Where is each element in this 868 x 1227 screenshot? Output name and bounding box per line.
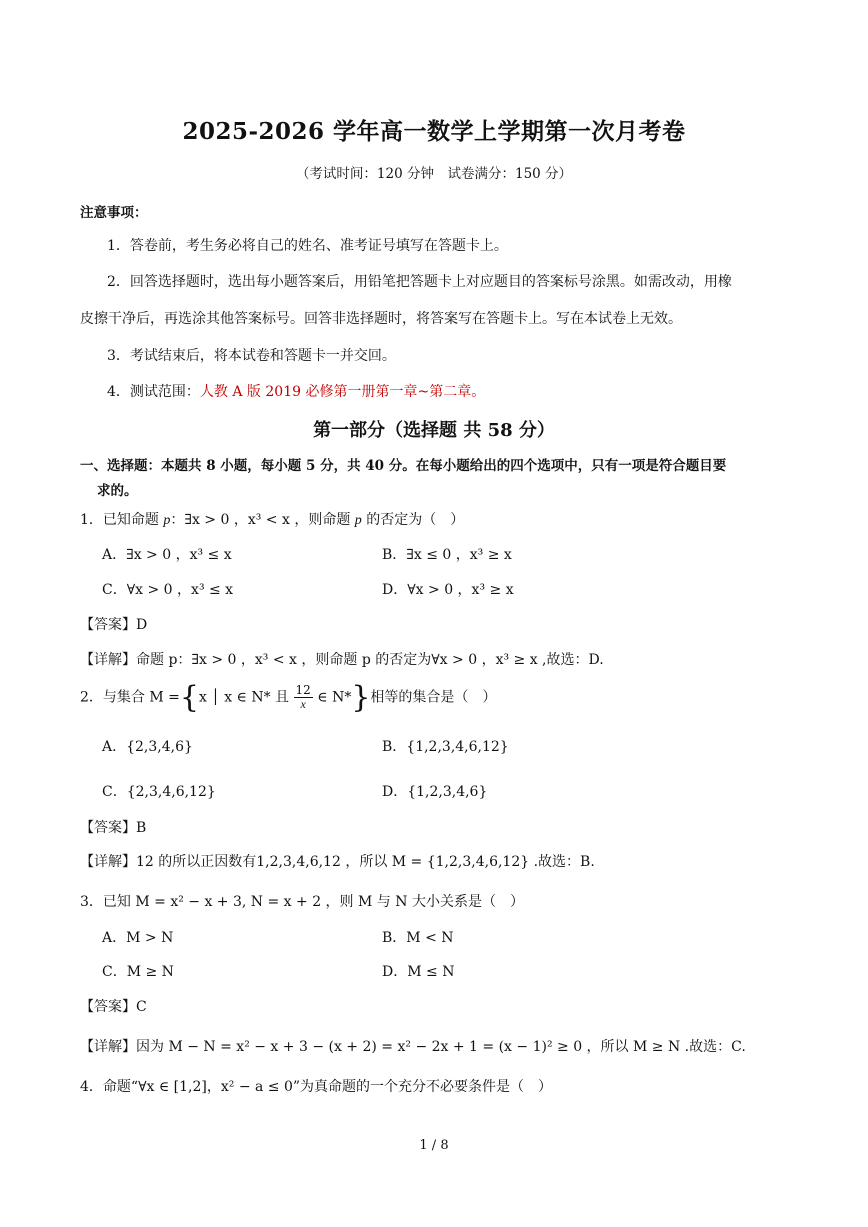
notice-item-4-label: 4．测试范围： bbox=[107, 384, 200, 400]
q3-answer: 【答案】C bbox=[80, 999, 147, 1015]
q2-option-c[interactable]: C．{2,3,4,6,12} bbox=[102, 784, 216, 800]
section-instructions: 一、选择题：本题共 8 小题，每小题 5 分，共 40 分。在每小题给出的四个选项中，只有一项是符合题目要 bbox=[80, 458, 727, 474]
q3-explanation: 【详解】因为 M − N = x² − x + 3 − (x + 2) = x² − 2x + 1 = (x − 1)² ≥ 0 ，所以 M ≥ N .故选：C. bbox=[80, 1039, 746, 1055]
fraction-numerator: 12 bbox=[295, 683, 311, 697]
set-brace-left: { bbox=[179, 680, 199, 715]
set-brace-right: } bbox=[351, 680, 371, 715]
question-3-stem: 3．已知 M = x² − x + 3, N = x + 2 ，则 M 与 N 大小关系是（ ） bbox=[80, 894, 524, 910]
q2-answer: 【答案】B bbox=[80, 820, 147, 836]
q3-option-b[interactable]: B．M < N bbox=[382, 930, 454, 946]
notice-item-2: 2．回答选择题时，选出每小题答案后，用铅笔把答题卡上对应题目的答案标号涂黑。如需改动，用橡 bbox=[107, 274, 732, 290]
notice-item-2-cont: 皮擦干净后，再选涂其他答案标号。回答非选择题时，将答案写在答题卡上。写在本试卷上无效。 bbox=[80, 311, 682, 327]
q3-option-d[interactable]: D．M ≤ N bbox=[382, 964, 455, 980]
section-instructions-cont: 求的。 bbox=[97, 483, 138, 499]
q2-option-a[interactable]: A．{2,3,4,6} bbox=[102, 739, 193, 755]
notice-item-3: 3．考试结束后，将本试卷和答题卡一并交回。 bbox=[107, 348, 396, 364]
q1-answer: 【答案】D bbox=[80, 617, 148, 633]
q3-option-c[interactable]: C．M ≥ N bbox=[102, 964, 174, 980]
q2-option-b[interactable]: B．{1,2,3,4,6,12} bbox=[382, 739, 509, 755]
q1-var-p: p bbox=[163, 513, 171, 528]
test-scope: 人教 A 版 2019 必修第一册第一章~第二章。 bbox=[199, 384, 486, 400]
notice-item-4 bbox=[107, 381, 485, 401]
q1-option-c[interactable]: C．∀x > 0 ，x³ ≤ x bbox=[102, 582, 234, 598]
question-4-stem: 4．命题“∀x ∈ [1,2]，x² − a ≤ 0”为真命题的一个充分不必要条件是（ ） bbox=[80, 1079, 553, 1095]
q2-set-condition: x │ x ∈ N* 且 bbox=[198, 689, 290, 706]
q1-explanation: 【详解】命题 p：∃x > 0 ，x³ < x ，则命题 p 的否定为∀x > 0 ，x³ ≥ x ,故选：D. bbox=[80, 652, 604, 668]
question-1-stem bbox=[80, 509, 464, 529]
notice-heading: 注意事项： bbox=[80, 205, 148, 221]
q1-option-b[interactable]: B．∃x ≤ 0 ，x³ ≥ x bbox=[382, 547, 512, 563]
q1-option-d[interactable]: D．∀x > 0 ，x³ ≥ x bbox=[382, 582, 514, 598]
notice-item-1: 1．答卷前，考生务必将自己的姓名、准考证号填写在答题卡上。 bbox=[107, 238, 508, 254]
q1-stem-part: 的否定为（ ） bbox=[361, 512, 465, 528]
page-title: 2025-2026 学年高一数学上学期第一次月考卷 bbox=[182, 118, 686, 145]
exam-info: （考试时间：120 分钟 试卷满分：150 分） bbox=[295, 166, 573, 182]
q2-set-tail: ∈ N* bbox=[317, 689, 352, 706]
q2-stem-part: 2．与集合 M = bbox=[80, 689, 180, 706]
fraction-denominator: x bbox=[300, 697, 306, 711]
q1-option-a[interactable]: A．∃x > 0 ，x³ ≤ x bbox=[102, 547, 232, 563]
q1-stem-part: ：∃x > 0 ，x³ < x ，则命题 bbox=[170, 512, 355, 528]
q2-explanation: 【详解】12 的所以正因数有1,2,3,4,6,12 ，所以 M = {1,2,3,4,6,12} .故选：B. bbox=[80, 854, 595, 870]
page-number: 1 / 8 bbox=[419, 1138, 449, 1153]
q1-var-p: p bbox=[354, 513, 362, 528]
q1-stem-part: 1．已知命题 bbox=[80, 512, 164, 528]
section-title: 第一部分（选择题 共 58 分） bbox=[313, 420, 555, 441]
q2-option-d[interactable]: D．{1,2,3,4,6} bbox=[382, 784, 488, 800]
fraction-12-over-x bbox=[294, 684, 313, 711]
q2-stem-part: 相等的集合是（ ） bbox=[370, 689, 497, 706]
q3-option-a[interactable]: A．M > N bbox=[102, 930, 174, 946]
question-2-stem bbox=[80, 680, 496, 715]
